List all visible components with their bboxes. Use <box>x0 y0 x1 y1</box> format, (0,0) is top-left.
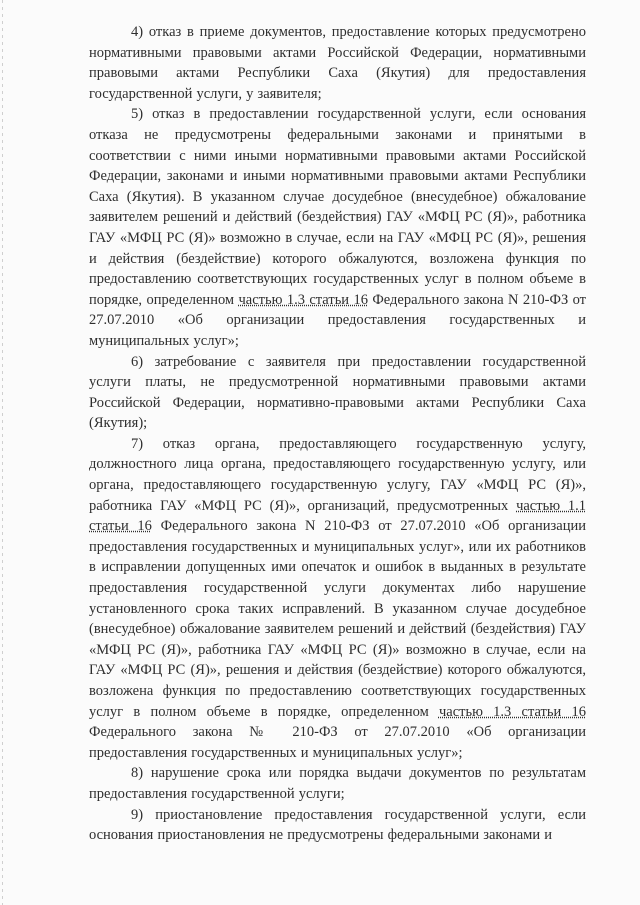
paragraph-text: 5) отказ в предоставлении государственной услуги, если основания отказа не предусмотрены федеральными законами и принятыми в соответствии с ними иными нормативными правовыми актами Российской Федерации, законами и иными нормативными правовыми актами Республики Саха (Якутия). В указанном случае досудебное (внесудебное) обжалование заявителем решений и действий (бездействия) ГАУ «МФЦ РС (Я)», работника ГАУ «МФЦ РС (Я)» возможно в случае, если на ГАУ «МФЦ РС (Я)», решения и действия (бездействие) которого обжалуются, возложена функция по предоставлению соответствующих государственных услуг в полном объеме в порядке, определенном <box>89 106 586 308</box>
paragraph-4 <box>89 22 586 104</box>
law-reference-link[interactable]: частью 1.1 статьи 16 <box>89 497 586 535</box>
law-reference-link[interactable]: частью 1.3 статьи 16 <box>238 291 368 308</box>
scan-left-edge <box>2 0 3 905</box>
paragraph-8 <box>89 763 586 804</box>
document-body <box>89 22 586 846</box>
paragraph-7 <box>89 434 586 764</box>
paragraph-text: 8) нарушение срока или порядка выдачи документов по результатам предоставления государственной услуги; <box>89 765 586 802</box>
paragraph-5 <box>89 104 586 351</box>
paragraph-9 <box>89 805 586 846</box>
paragraph-text: 9) приостановление предоставления государственной услуги, если основания приостановления не предусмотрены федеральными законами и <box>89 806 586 844</box>
paragraph-text: 4) отказ в приеме документов, предоставление которых предусмотрено нормативными правовыми актами Российской Федерации, нормативными правовыми актами Республики Саха (Якутия) для предоставления государственной услуги, у заявителя; <box>89 24 586 102</box>
paragraph-text: Федерального закона N 210-ФЗ от 27.07.2010 «Об организации предоставления государственных и муниципальных услуг», или их работников в исправлении допущенных ими опечаток и ошибок в выданных в результате предоставления государственной услуги документах либо нарушение установленного срока таких исправлений. В указанном случае досудебное (внесудебное) обжалование заявителем решений и действий (бездействия) ГАУ «МФЦ РС (Я)», работника ГАУ «МФЦ РС (Я)» возможно в случае, если на ГАУ «МФЦ РС (Я)», решения и действия (бездействие) которого обжалуются, возложена функция по предоставлению соответствующих государственных услуг в полном объеме в порядке, определенном <box>89 518 586 720</box>
paragraph-6 <box>89 352 586 434</box>
paragraph-text: 7) отказ органа, предоставляющего государственную услугу, должностного лица органа, предоставляющего государственную услугу, или органа, предоставляющего государственную услугу, ГАУ «МФЦ РС (Я)», работника ГАУ «МФЦ РС (Я)», организаций, предусмотренных <box>89 435 586 514</box>
paragraph-text: Федерального закона N 210-ФЗ от 27.07.2010 «Об организации предоставления государственных и муниципальных услуг»; <box>89 291 586 349</box>
paragraph-text: 6) затребование с заявителя при предоставлении государственной услуги платы, не предусмотренной нормативными правовыми актами Российской Федерации, нормативно-правовыми актами Республики Саха (Якутия); <box>89 353 586 432</box>
paragraph-text: Федерального закона № 210-ФЗ от 27.07.2010 «Об организации предоставления государственных и муниципальных услуг»; <box>89 724 586 761</box>
law-reference-link[interactable]: частью 1.3 статьи 16 <box>438 703 586 720</box>
